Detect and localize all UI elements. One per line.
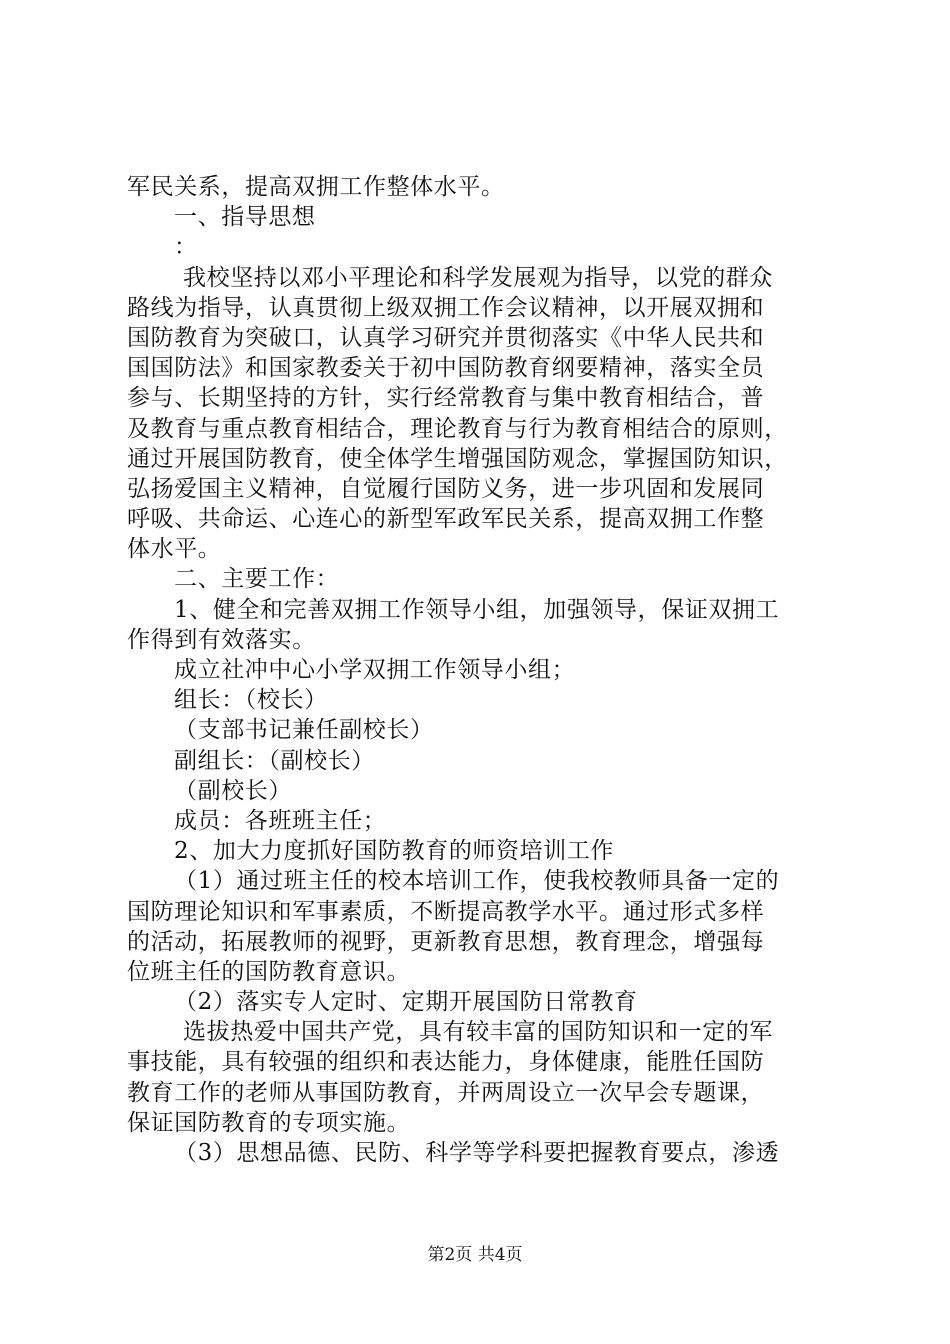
text-line: 参与、长期坚持的方针，实行经常教育与集中教育相结合，普 [127,385,765,412]
text-line: 弘扬爱国主义精神，自觉履行国防义务，进一步巩固和发展同 [127,475,765,502]
text-line: 体水平。 [127,536,222,563]
text-line: 国国防法》和国家教委关于初中国防教育纲要精神，落实全员 [127,355,765,382]
text-line: 及教育与重点教育相结合，理论教育与行为教育相结合的原则， [127,415,788,442]
paragraph-start: （3）思想品德、民防、科学等学科要把握教育要点，渗透 [174,1140,780,1166]
paragraph-start: 2、加大力度抓好国防教育的师资培训工作 [174,838,615,865]
text-line: 军民关系，提高双拥工作整体水平。 [127,174,505,200]
text-line: 成员：各班班主任； [174,807,387,834]
paragraph-start: 1、健全和完善双拥工作领导小组，加强领导，保证双拥工 [174,596,780,623]
document-body [127,172,832,1168]
text-line: （副校长） [174,777,292,804]
text-line: 位班主任的国防教育意识。 [127,958,411,985]
text-line: 组长：（校长） [174,687,328,714]
page-footer: 第2页 共4页 [427,1245,523,1265]
section-heading: 二、主要工作： [174,566,340,593]
text-line: ： [174,234,198,261]
text-line: 路线为指导，认真贯彻上级双拥工作会议精神，以开展双拥和 [127,294,765,321]
text-line: 国防理论知识和军事素质，不断提高教学水平。通过形式多样 [127,898,765,925]
text-line: 保证国防教育的专项实施。 [127,1109,411,1136]
paragraph-start: 我校坚持以邓小平理论和科学发展观为指导，以党的群众 [183,264,773,291]
text-line: 呼吸、共命运、心连心的新型军政军民关系，提高双拥工作整 [127,506,765,533]
text-line: 事技能，具有较强的组织和表达能力，身体健康，能胜任国防 [127,1049,765,1076]
text-line: 教育工作的老师从事国防教育，并两周设立一次早会专题课， [127,1079,765,1106]
text-line: 作得到有效落实。 [127,626,316,653]
paragraph-start: 选拔热爱中国共产党，具有较丰富的国防知识和一定的军 [183,1019,773,1046]
text-line: 副组长：（副校长） [174,747,375,774]
text-line: 国防教育为突破口，认真学习研究并贯彻落实《中华人民共和 [127,324,765,351]
paragraph-start: （1）通过班主任的校本培训工作，使我校教师具备一定的 [174,868,780,895]
text-line: （支部书记兼任副校长） [174,717,434,744]
text-line: 的活动，拓展教师的视野，更新教育思想，教育理念，增强每 [127,928,765,955]
text-line: 通过开展国防教育，使全体学生增强国防观念，掌握国防知识， [127,445,788,472]
paragraph-start: （2）落实专人定时、定期开展国防日常教育 [174,989,638,1016]
section-heading: 一、指导思想 [174,204,316,231]
text-line: 成立社冲中心小学双拥工作领导小组； [174,657,576,683]
